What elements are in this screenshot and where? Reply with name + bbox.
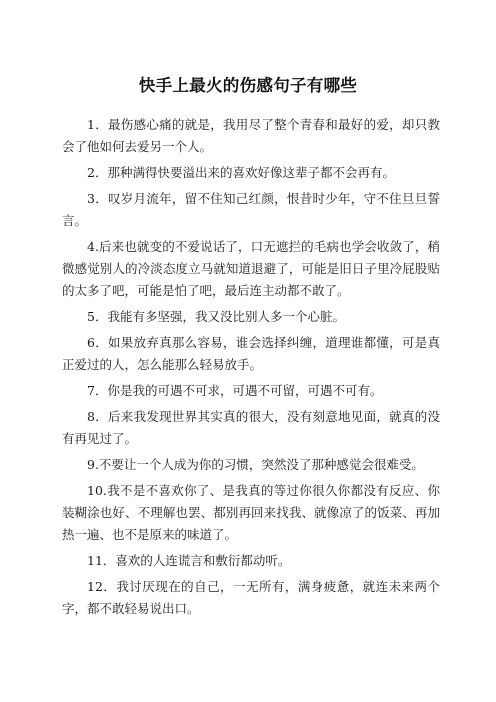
article-body bbox=[62, 114, 440, 624]
paragraph-2: 2．那种满得快要溢出来的喜欢好像这辈子都不会再有。 bbox=[87, 165, 395, 180]
paragraph-8: 8．后来我发现世界其实真的很大，没有刻意地见面，就真的没有再见过了。 bbox=[62, 409, 440, 446]
paragraph-1: 1．最伤感心痛的就是，我用尽了整个青春和最好的爱，却只教会了他如何去爱另一个人。 bbox=[62, 117, 440, 154]
paragraph-5: 5．我能有多坚强，我又没比别人多一个心脏。 bbox=[87, 309, 345, 324]
paragraph-11: 11．喜欢的人连谎言和敷衍都动听。 bbox=[87, 553, 291, 568]
paragraph-12: 12．我讨厌现在的自己，一无所有，满身疲惫，就连未来两个字，都不敢轻易说出口。 bbox=[62, 579, 440, 616]
paragraph-4: 4.后来也就变的不爱说话了，口无遮拦的毛病也学会收敛了，稍微感觉别人的冷淡态度立马就知道退避了，可能是旧日子里冷屁股贴的太多了吧，可能是怕了吧，最后连主动都不敢了。 bbox=[62, 239, 440, 298]
paragraph-7: 7．你是我的可遇不可求，可遇不可留，可遇不可有。 bbox=[87, 383, 383, 398]
paragraph-9: 9.不要让一个人成为你的习惯，突然没了那种感觉会很难受。 bbox=[87, 457, 424, 472]
paragraph-3: 3．叹岁月流年，留不住知己红颜，恨昔时少年，守不住旦旦誓言。 bbox=[62, 191, 440, 228]
page-title: 快手上最火的伤感句子有哪些 bbox=[138, 76, 358, 95]
paragraph-6: 6．如果放弃真那么容易，谁会选择纠缠，道理谁都懂，可是真正爱过的人，怎么能那么轻易放手。 bbox=[62, 335, 440, 372]
paragraph-10: 10.我不是不喜欢你了、是我真的等过你很久你都没有反应、你装糊涂也好、不理解也罢、都别再回来找我、就像凉了的饭菜、再加热一遍、也不是原来的味道了。 bbox=[62, 483, 440, 542]
